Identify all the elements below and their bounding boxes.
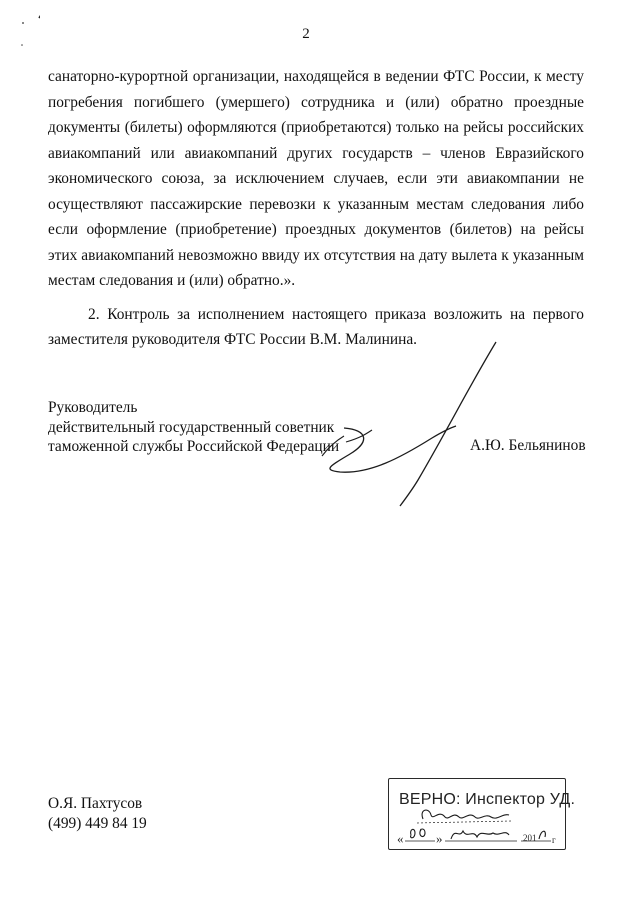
stamp-handwriting [389, 779, 567, 851]
executor-info [48, 794, 147, 834]
svg-text:г: г [552, 835, 556, 845]
body-paragraph-1: санаторно-курортной организации, находящейся в ведении ФТС России, к месту погребения погибшего (умершего) сотрудника и (или) обратно проездные документы (билеты) оформляются (приобретаются) только на рейсы российских авиакомпаний или авиакомпаний других государств – членов Евразийского экономического союза, за исключением случаев, если эти авиакомпании не осуществляют пассажирские перевозки к указанным местам следования либо если оформление (приобретение) проездных документов (билетов) на рейсы этих авиакомпаний невозможно ввиду их отсутствия на дату вылета к указанным местам следования и (или) обратно.». [48, 68, 584, 289]
handwritten-signature [300, 330, 510, 510]
document-body [48, 64, 584, 353]
executor-name: О.Я. Пахтусов [48, 795, 143, 812]
svg-text:»: » [436, 831, 443, 846]
certification-stamp [388, 778, 576, 850]
svg-text:201: 201 [523, 833, 537, 843]
body-paragraph-2: 2. Контроль за исполнением настоящего приказа возложить на первого заместителя руководителя ФТС России В.М. Малинина. [48, 305, 584, 348]
signer-position-line-2: действительный государственный советник [48, 418, 335, 436]
page-number: 2 [302, 26, 310, 42]
svg-text:«: « [397, 831, 404, 846]
signer-name: А.Ю. Бельянинов [470, 437, 586, 454]
signer-position-line-1: Руководитель [48, 399, 138, 416]
signer-position [48, 398, 339, 457]
executor-phone: (499) 449 84 19 [48, 815, 147, 832]
stamp-title: ВЕРНО: Инспектор УД. [399, 791, 576, 808]
signer-position-line-3: таможенной службы Российской Федерации [48, 438, 340, 455]
